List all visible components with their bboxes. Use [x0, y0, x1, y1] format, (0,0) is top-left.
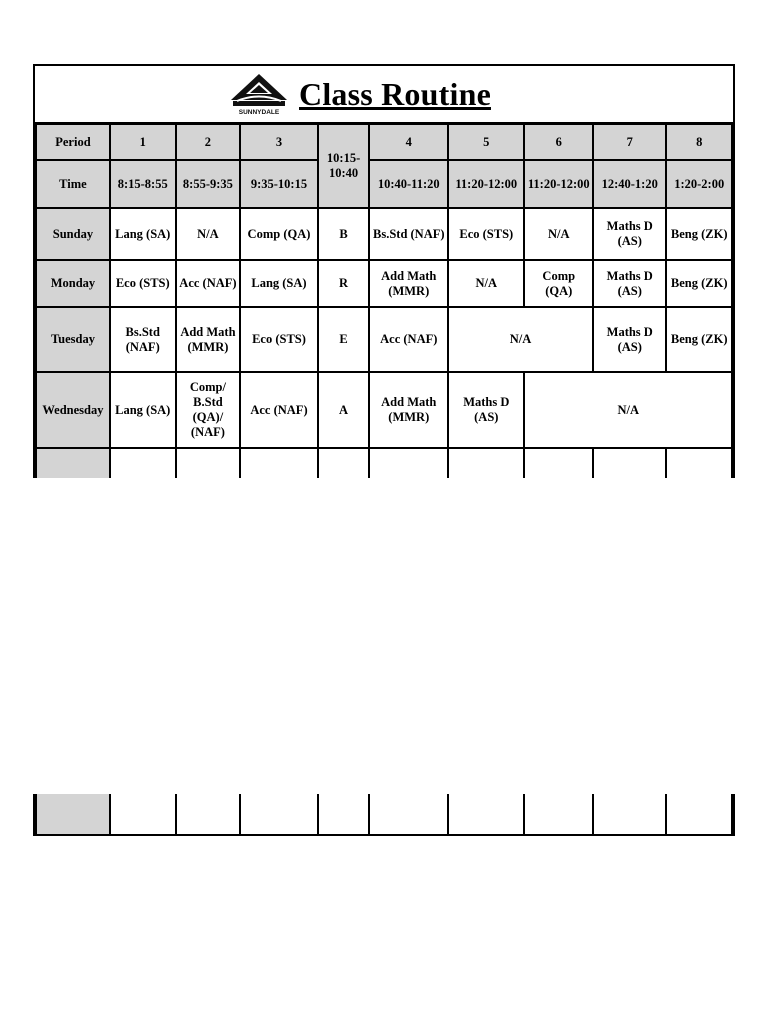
time-row: [36, 160, 732, 208]
time-slot: 8:55-9:35: [176, 160, 241, 208]
period-number: 7: [593, 124, 666, 160]
class-cell: Eco (STS): [240, 307, 317, 372]
period-number: 2: [176, 124, 241, 160]
day-label: Sunday: [36, 208, 110, 260]
class-cell-merged: N/A: [524, 372, 732, 448]
break-letter: E: [318, 307, 370, 372]
class-cell: N/A: [524, 208, 593, 260]
page-title: Class Routine: [299, 75, 491, 112]
class-cell: Comp (QA): [240, 208, 317, 260]
period-number: 5: [448, 124, 524, 160]
class-cell: Lang (SA): [110, 208, 176, 260]
break-letter: B: [318, 208, 370, 260]
class-cell: Acc (NAF): [176, 260, 241, 307]
day-row-wednesday: [36, 372, 732, 448]
class-cell: Bs.Std (NAF): [369, 208, 448, 260]
class-cell: Maths D (AS): [448, 372, 524, 448]
day-label: Wednesday: [36, 372, 110, 448]
class-cell: Maths D (AS): [593, 208, 666, 260]
title-row: [35, 66, 733, 124]
time-slot: 11:20-12:00: [524, 160, 593, 208]
period-label: Period: [36, 124, 110, 160]
day-row-monday: [36, 260, 732, 307]
class-cell: Beng (ZK): [666, 208, 732, 260]
class-cell: Comp (QA): [524, 260, 593, 307]
time-slot: 11:20-12:00: [448, 160, 524, 208]
class-cell: Acc (NAF): [240, 372, 317, 448]
period-number: 6: [524, 124, 593, 160]
class-cell: Bs.Std (NAF): [110, 307, 176, 372]
day-label: Tuesday: [36, 307, 110, 372]
logo-text: SUNNYDALE: [238, 109, 280, 116]
period-row: [36, 124, 732, 160]
class-cell: Lang (SA): [110, 372, 176, 448]
day-label: Monday: [36, 260, 110, 307]
class-cell: Eco (STS): [110, 260, 176, 307]
day-row-sunday: [36, 208, 732, 260]
time-slot: 12:40-1:20: [593, 160, 666, 208]
class-cell: Beng (ZK): [666, 260, 732, 307]
time-slot: 1:20-2:00: [666, 160, 732, 208]
period-number: 3: [240, 124, 317, 160]
break-time-cell: 10:15-10:40: [318, 124, 370, 208]
day-row-tuesday: [36, 307, 732, 372]
render-gap: [0, 478, 768, 794]
sunnydale-logo: [229, 72, 289, 116]
time-slot: 8:15-8:55: [110, 160, 176, 208]
time-label: Time: [36, 160, 110, 208]
time-slot: 9:35-10:15: [240, 160, 317, 208]
break-letter: R: [318, 260, 370, 307]
class-cell: Acc (NAF): [369, 307, 448, 372]
class-cell: Add Math (MMR): [369, 260, 448, 307]
time-slot: 10:40-11:20: [369, 160, 448, 208]
class-cell: N/A: [176, 208, 241, 260]
period-number: 4: [369, 124, 448, 160]
class-cell: Beng (ZK): [666, 307, 732, 372]
period-number: 8: [666, 124, 732, 160]
class-cell: Maths D (AS): [593, 307, 666, 372]
class-cell: Lang (SA): [240, 260, 317, 307]
class-cell: N/A: [448, 260, 524, 307]
break-letter: A: [318, 372, 370, 448]
class-cell: Add Math (MMR): [369, 372, 448, 448]
class-cell-merged: N/A: [448, 307, 593, 372]
class-cell: Maths D (AS): [593, 260, 666, 307]
class-cell: Comp/ B.Std (QA)/ (NAF): [176, 372, 241, 448]
class-cell: Add Math (MMR): [176, 307, 241, 372]
class-cell: Eco (STS): [448, 208, 524, 260]
period-number: 1: [110, 124, 176, 160]
